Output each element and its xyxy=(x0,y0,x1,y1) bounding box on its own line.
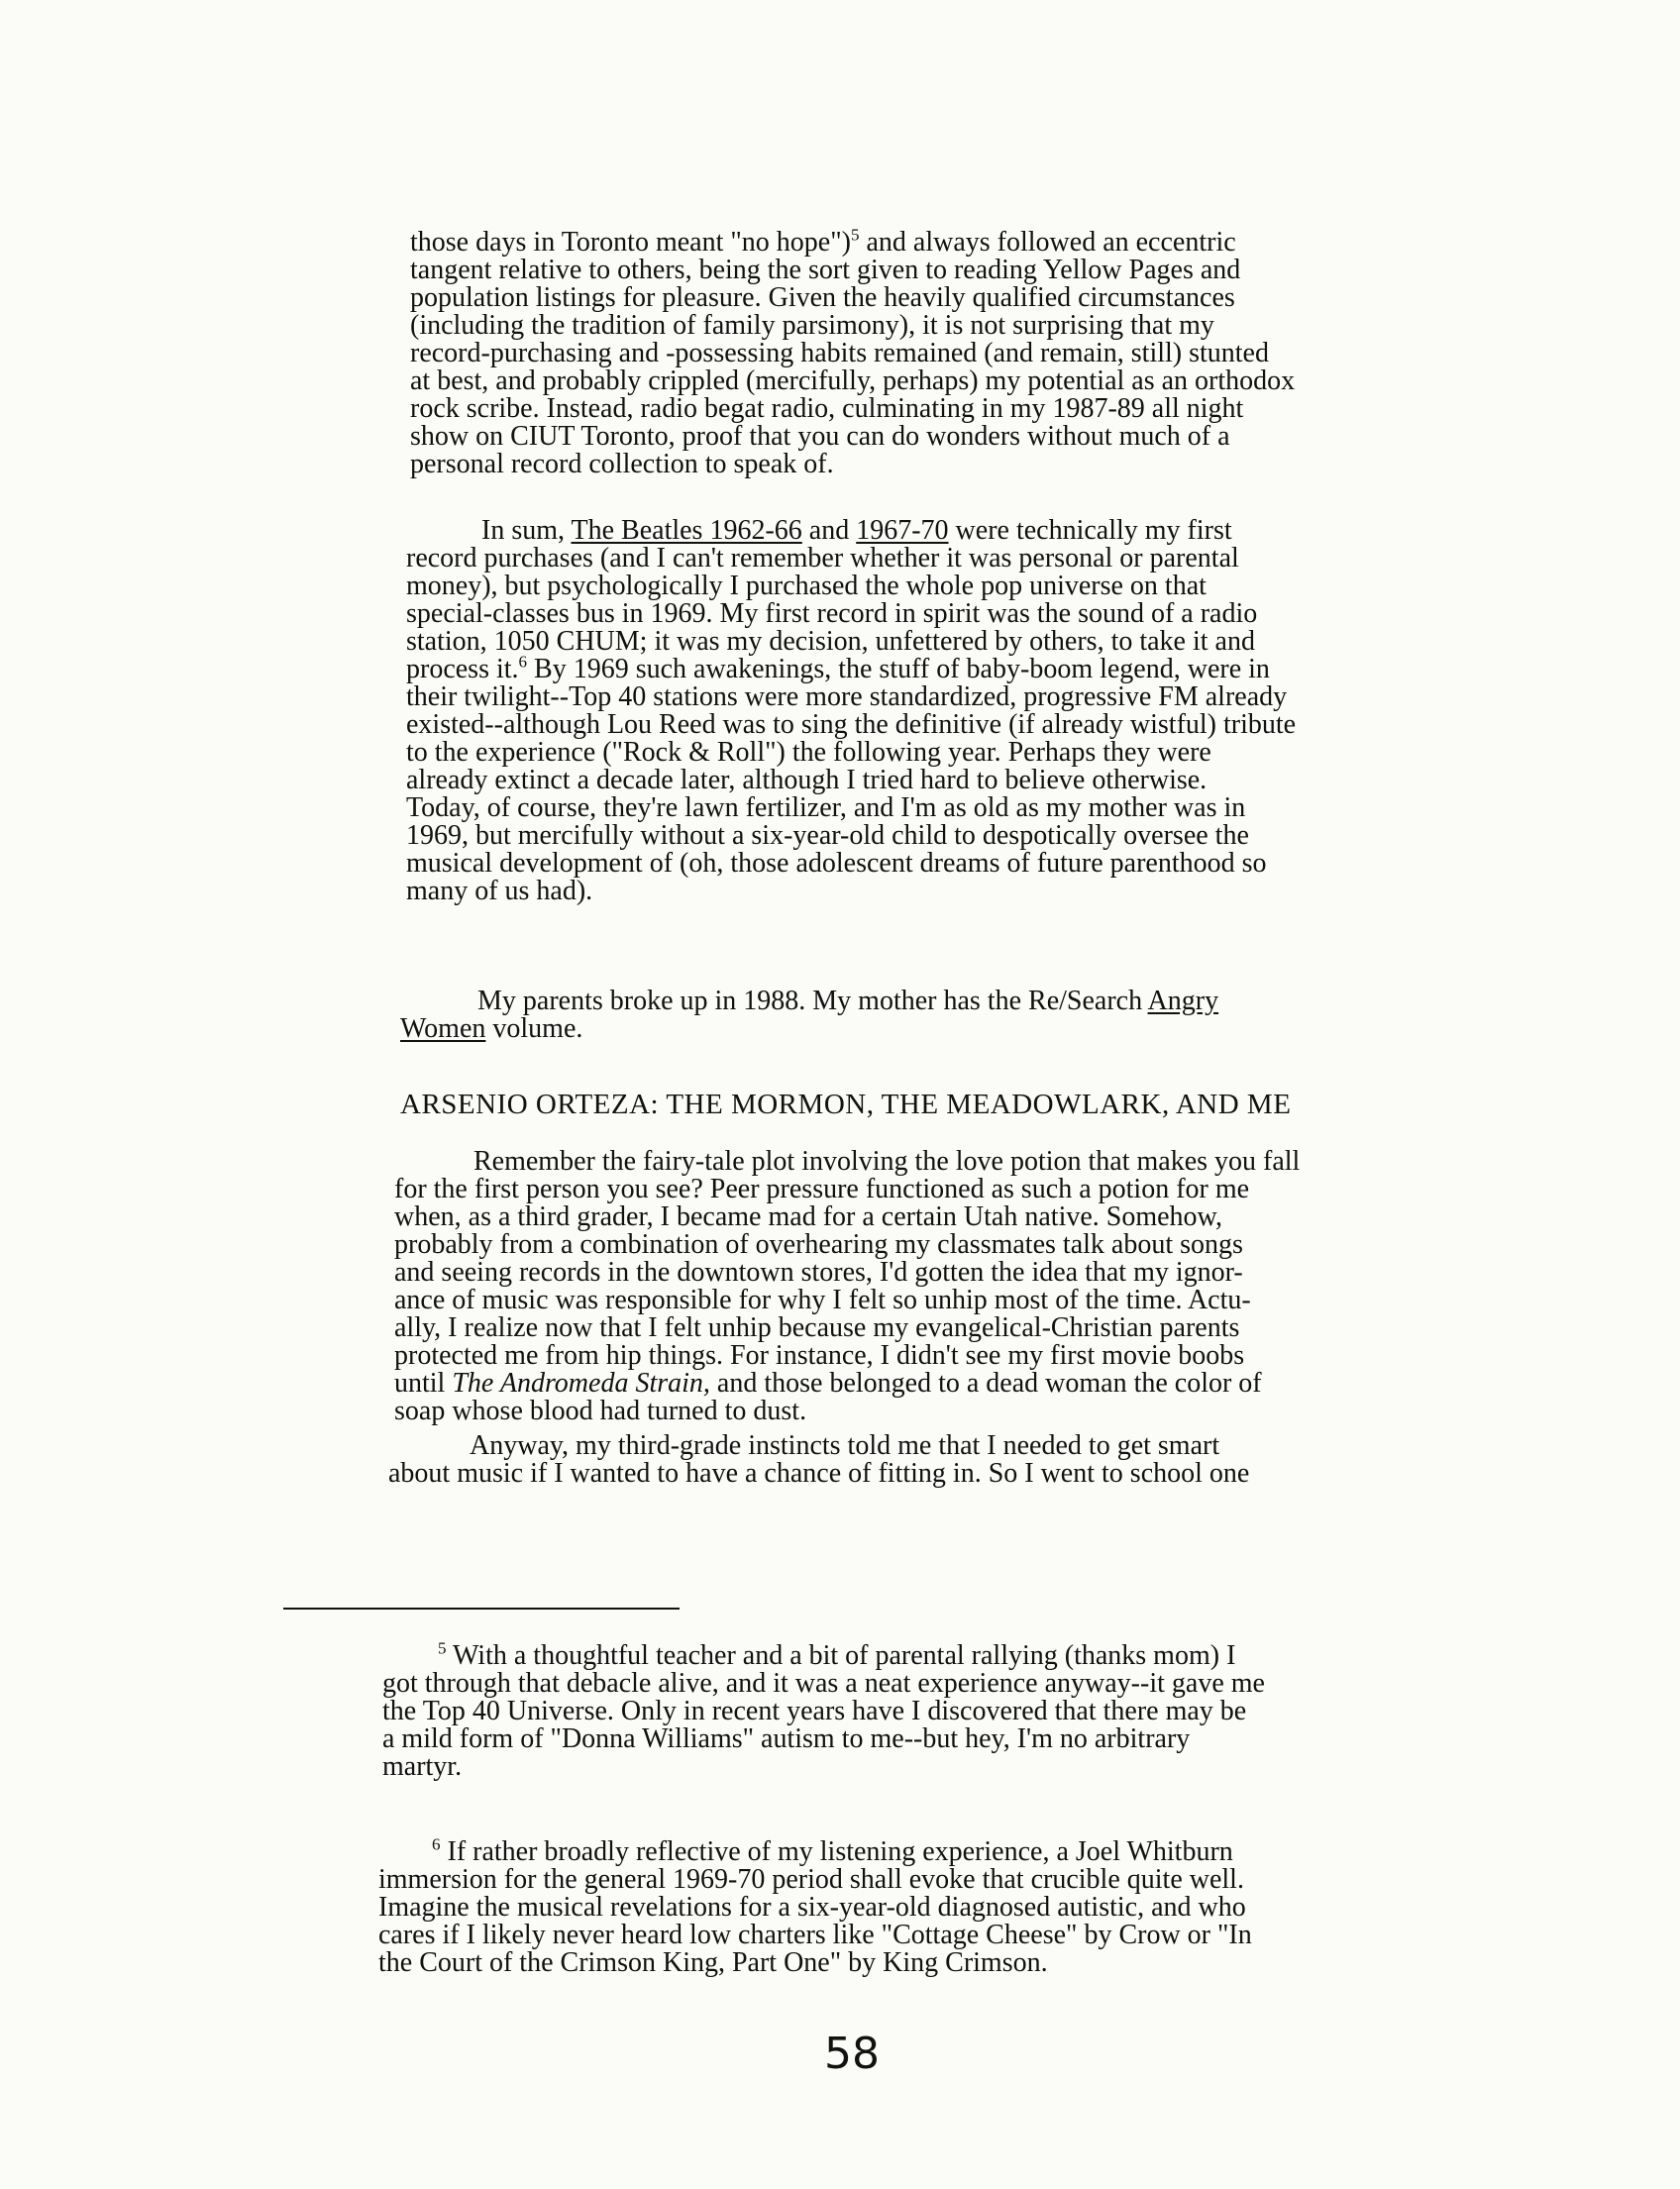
text-line: rock scribe. Instead, radio begat radio, culminating in my 1987-89 all night xyxy=(410,393,1244,424)
text-line: many of us had). xyxy=(406,876,593,906)
footnote-marker-5: 5 xyxy=(438,1638,447,1658)
footnote-ref-6: 6 xyxy=(518,652,528,672)
book-title: Women xyxy=(400,1013,486,1044)
text-line: their twilight--Top 40 stations were more standardized, progressive FM already xyxy=(406,681,1288,712)
text-line: soap whose blood had turned to dust. xyxy=(394,1396,807,1426)
footnote-line: $^5$ With a thoughtful teacher and a bit of parental rallying (thanks mom) I xyxy=(438,1638,1236,1671)
text-line: tangent relative to others, being the sort given to reading Yellow Pages and xyxy=(410,255,1241,285)
text-line: station, 1050 CHUM; it was my decision, unfettered by others, to take it and xyxy=(406,626,1255,657)
footnote-separator xyxy=(283,1608,680,1610)
page-number: 58 xyxy=(824,2029,880,2079)
text-line: money), but psychologically I purchased the whole pop universe on that xyxy=(406,571,1207,601)
text-line: Today, of course, they're lawn fertilizer, and I'm as old as my mother was in xyxy=(406,792,1246,823)
text-line: until The Andromeda Strain, and those belonged to a dead woman the color of xyxy=(394,1368,1262,1399)
text-line: musical development of (oh, those adolescent dreams of future parenthood so xyxy=(406,848,1267,879)
text-line: about music if I wanted to have a chance of fitting in. So I went to school one xyxy=(388,1458,1250,1489)
text-line: record purchases (and I can't remember whether it was personal or parental xyxy=(406,543,1239,573)
text-line: those days in Toronto meant "no hope")$^5$ and always followed an eccentric xyxy=(410,225,1236,258)
footnote-line: a mild form of "Donna Williams" autism to me--but hey, I'm no arbitrary xyxy=(382,1723,1191,1754)
footnote-line: the Top 40 Universe. Only in recent years have I discovered that there may be xyxy=(382,1696,1247,1726)
footnote-line: the Court of the Crimson King, Part One" by King Crimson. xyxy=(378,1947,1048,1978)
text-line: for the first person you see? Peer pressure functioned as such a potion for me xyxy=(394,1174,1250,1204)
text-line: Women volume. xyxy=(400,1013,583,1044)
book-title: Angry xyxy=(1147,986,1219,1016)
footnote-marker-6: 6 xyxy=(432,1834,441,1854)
footnote-line: Imagine the musical revelations for a six-year-old diagnosed autistic, and who xyxy=(378,1892,1246,1923)
text-line: 1969, but mercifully without a six-year-old child to despotically oversee the xyxy=(406,820,1249,851)
text-line: already extinct a decade later, although I tried hard to believe otherwise. xyxy=(406,765,1208,795)
footnote-line: cares if I likely never heard low charters like "Cottage Cheese" by Crow or "In xyxy=(378,1920,1252,1950)
text-line: personal record collection to speak of. xyxy=(410,449,834,479)
text-line: ally, I realize now that I felt unhip because my evangelical-Christian parents xyxy=(394,1312,1240,1343)
text-line: record-purchasing and -possessing habits remained (and remain, still) stunted xyxy=(410,338,1269,368)
text-line: Remember the fairy-tale plot involving the love potion that makes you fall xyxy=(473,1146,1301,1177)
film-title: The Andromeda Strain, xyxy=(452,1368,710,1399)
text-line: when, as a third grader, I became mad for a certain Utah native. Somehow, xyxy=(394,1201,1222,1232)
footnote-line: martyr. xyxy=(382,1751,463,1782)
text-line: existed--although Lou Reed was to sing the definitive (if already wistful) tribute xyxy=(406,709,1297,740)
footnote-line: $^6$ If rather broadly reflective of my listening experience, a Joel Whitburn xyxy=(432,1834,1233,1867)
footnote-line: got through that debacle alive, and it was a neat experience anyway--it gave me xyxy=(382,1668,1265,1699)
text-line: (including the tradition of family parsimony), it is not surprising that my xyxy=(410,310,1214,341)
text-line: at best, and probably crippled (mercifully, perhaps) my potential as an orthodox xyxy=(410,365,1296,396)
text-line: special-classes bus in 1969. My first record in spirit was the sound of a radio xyxy=(406,598,1258,629)
text-line: to the experience ("Rock & Roll") the following year. Perhaps they were xyxy=(406,737,1211,768)
text-line: ance of music was responsible for why I felt so unhip most of the time. Actu- xyxy=(394,1285,1251,1315)
footnote-line: immersion for the general 1969-70 period shall evoke that crucible quite well. xyxy=(378,1864,1244,1895)
text-line: probably from a combination of overhearing my classmates talk about songs xyxy=(394,1229,1243,1260)
text-line: and seeing records in the downtown stores, I'd gotten the idea that my ignor- xyxy=(394,1257,1243,1288)
text-line: protected me from hip things. For instance, I didn't see my first movie boobs xyxy=(394,1340,1245,1371)
album-title: 1967-70 xyxy=(856,515,949,546)
text-line: population listings for pleasure. Given the heavily qualified circumstances xyxy=(410,282,1235,313)
text-line: In sum, The Beatles 1962-66 and 1967-70 were technically my first xyxy=(481,515,1232,546)
album-title: The Beatles 1962-66 xyxy=(571,515,802,546)
text-line: Anyway, my third-grade instincts told me that I needed to get smart xyxy=(470,1430,1220,1461)
text-line: My parents broke up in 1988. My mother has the Re/Search Angry xyxy=(477,986,1219,1016)
footnote-ref-5: 5 xyxy=(850,225,860,245)
text-line: process it.$^6$ By 1969 such awakenings, the stuff of baby-boom legend, were in xyxy=(406,652,1270,684)
section-heading: ARSENIO ORTEZA: THE MORMON, THE MEADOWLARK, AND ME xyxy=(400,1089,1292,1120)
text-line: show on CIUT Toronto, proof that you can do wonders without much of a xyxy=(410,421,1230,452)
